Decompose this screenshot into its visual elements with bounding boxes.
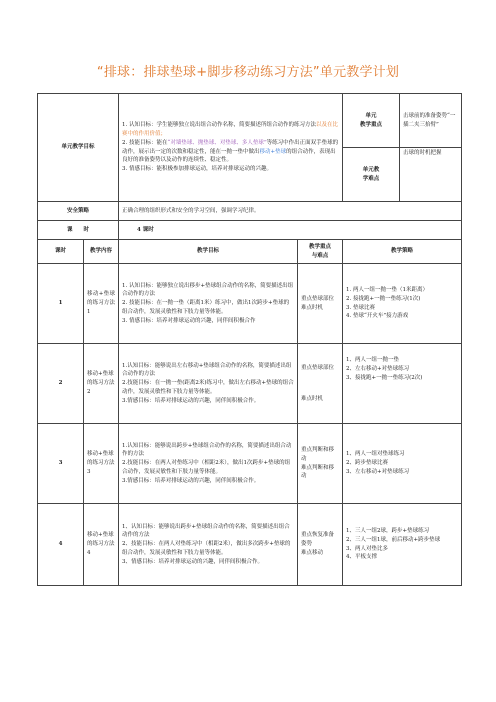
goal-line: 2、技能目标：在两人对垫练习中（相距2米），做出多次跨步+垫球的组合动作，发展灵敏性和下肢力量等体能。	[122, 541, 291, 556]
strategy-item: 3、接拢跑+一抛一垫练习(2次)	[346, 374, 423, 381]
lesson-content: 移动+垫球的练习方法2	[84, 344, 119, 424]
strategy-item: 1. 两人一组一抛一垫（1米距离）	[346, 286, 429, 293]
strategy-item: 4. 垫球“开火车”接力游戏	[346, 313, 409, 320]
strategy-item: 1、两人一组一抛一垫	[346, 357, 400, 363]
lesson-content: 移动+垫球的练习方法3	[84, 424, 119, 504]
unit-goal-2-highlight-2: 移动+垫球	[259, 148, 287, 155]
lesson-goals	[119, 504, 298, 586]
unit-goal-2-highlight: “对墙垫球、抛垫球、对垫球、多人垫球”	[167, 139, 267, 146]
lesson-goals	[119, 344, 298, 424]
difficulty: 难点时机	[301, 304, 324, 311]
lesson-content: 移动+垫球的练习方法4	[84, 504, 119, 586]
lesson-goals	[119, 264, 298, 344]
lesson-goals	[119, 424, 298, 504]
strategy-item: 2、左右移动+对垫球练习	[346, 365, 410, 372]
table-row	[38, 504, 462, 586]
unit-key-label: 单元 教学重点	[343, 94, 400, 148]
col-header-content: 教学内容	[84, 240, 119, 264]
strategy-item: 3. 垫球比赛	[346, 304, 376, 311]
lesson-key-difficulty	[298, 504, 343, 586]
safety-label: 安全策略	[38, 202, 119, 221]
lesson-number: 4	[38, 504, 84, 586]
goal-line: 2.技能目标：在两人对垫练习中（相距2米），做出1次跨步+垫球的组合动作，发展灵敏性和下肢力量等体能。	[122, 460, 291, 475]
unit-goal-label: 单元教学目标	[38, 94, 119, 202]
strategy-item: 1、两人一组对垫球练习	[346, 451, 405, 458]
lesson-key-difficulty	[298, 344, 343, 424]
key-point: 重点垫球部位	[301, 364, 335, 371]
lesson-number: 3	[38, 424, 84, 504]
difficulty: 难点时机	[301, 395, 324, 402]
unit-goal-2c: 的组合动作，表现出良好的准备姿势以及动作的连续性、稳定性。	[122, 148, 336, 164]
table-row	[38, 264, 462, 344]
lesson-key-difficulty	[298, 264, 343, 344]
unit-goal-2a: 2. 技能目标：能在	[122, 139, 168, 146]
goal-line: 2.技能目标：在一抛一垫(距离2米)练习中，做出左右移动+垫球的组合动作，发展灵敏性和下肢力量等体能。	[122, 380, 294, 395]
key-point: 重点恢复准备姿势	[301, 532, 335, 548]
goal-line: 1. 认知目标：能够独立说出移步+垫球组合动作的名称，简要描述出组合动作的方法	[122, 282, 294, 298]
strategy-item: 2、跨步垫球比赛	[346, 460, 389, 467]
col-header-strategy: 教学策略	[343, 240, 462, 264]
unit-goal-1: 1. 认知目标：学生能够独立说出组合动作名称，简要描述所组合动作的练习方法	[122, 122, 317, 129]
unit-goal-3: 3. 情感目标：能积极参加排球运动，培养对排球运动的兴趣。	[122, 166, 273, 173]
strategy-item: 4、平板支撑	[346, 554, 378, 561]
lesson-number: 1	[38, 264, 84, 344]
col-header-key: 教学重点 与难点	[298, 240, 343, 264]
safety-text: 正确合理的组织形式和安全的学习空间，强调学习纪律。	[119, 202, 462, 221]
unit-difficulty-text: 击球的时机把握	[400, 148, 462, 202]
unit-goal-2b: 等练习中作出正面双手垫球的动作，展示出一定的次数和稳定性，能在一抛一垫中做出	[122, 139, 339, 155]
hours-value: 4 课时	[119, 221, 462, 240]
lesson-strategy	[343, 344, 462, 424]
difficulty: 难点移动	[301, 549, 324, 556]
unit-goal-text	[119, 94, 343, 202]
strategy-item: 3、左右移动+对垫球练习	[346, 468, 410, 475]
strategy-item: 2、三人一组1球，前后移动+跨步垫球	[346, 536, 441, 543]
lesson-content: 移动+垫球的练习方法1	[84, 264, 119, 344]
difficulty: 难点判断和移动	[301, 464, 335, 480]
lesson-strategy	[343, 424, 462, 504]
goal-line: 1、认知目标：能够说出跨步+垫球组合动作的名称，简要描述出组合动作的方法	[122, 523, 290, 539]
unit-plan-table	[37, 93, 461, 586]
lesson-number: 2	[38, 344, 84, 424]
unit-key-text: 击球前的准备姿势“一插二夹三抬臂”	[400, 94, 462, 148]
table-row	[38, 424, 462, 504]
goal-line: 1.认知目标：能够说出左右移动+垫球组合动作的名称，简要描述出组合动作的方法	[122, 362, 292, 378]
strategy-item: 1、三人一组2球，跨步+垫球练习	[346, 527, 430, 534]
goal-line: 2. 技能目标：在一抛一垫（距离1米）练习中，做出1次跨步+垫球的组合动作，发展灵敏性和下肢力量等体能。	[122, 300, 290, 315]
lesson-strategy	[343, 264, 462, 344]
goal-line: 1.认知目标：能够说出跨步+垫球组合动作的名称，简要描述出组合动作的方法	[122, 442, 292, 458]
page-title: “排球：排球垫球+脚步移动练习方法”单元教学计划	[96, 65, 400, 80]
lesson-key-difficulty	[298, 424, 343, 504]
col-header-lesson: 课时	[38, 240, 84, 264]
goal-line: 3. 情感目标：培养对排球运动的兴趣，同伴间积极合作	[122, 317, 256, 324]
key-point: 重点垫球部位	[301, 295, 335, 302]
table-row	[38, 344, 462, 424]
goal-line: 3、情感目标：培养对排球运动的兴趣，同伴间积极合作。	[122, 558, 264, 565]
col-header-goals: 教学目标	[119, 240, 298, 264]
hours-label: 课 时	[38, 221, 119, 240]
key-point: 重点判断和移动	[301, 446, 335, 462]
unit-difficulty-label: 单元教 学难点	[343, 148, 400, 202]
goal-line: 3.情感目标：培养对排球运动的兴趣，同伴间积极合作。	[122, 397, 260, 404]
strategy-item: 2. 接拢跑+一抛一垫练习(1次)	[346, 295, 421, 302]
goal-line: 3.情感目标：培养对排球运动的兴趣，同伴间积极合作。	[122, 477, 260, 484]
unit-goal-1-highlight: 以及在比赛中的作用价值；	[122, 122, 339, 137]
lesson-strategy	[343, 504, 462, 586]
strategy-item: 3、两人对垫比多	[346, 545, 389, 552]
